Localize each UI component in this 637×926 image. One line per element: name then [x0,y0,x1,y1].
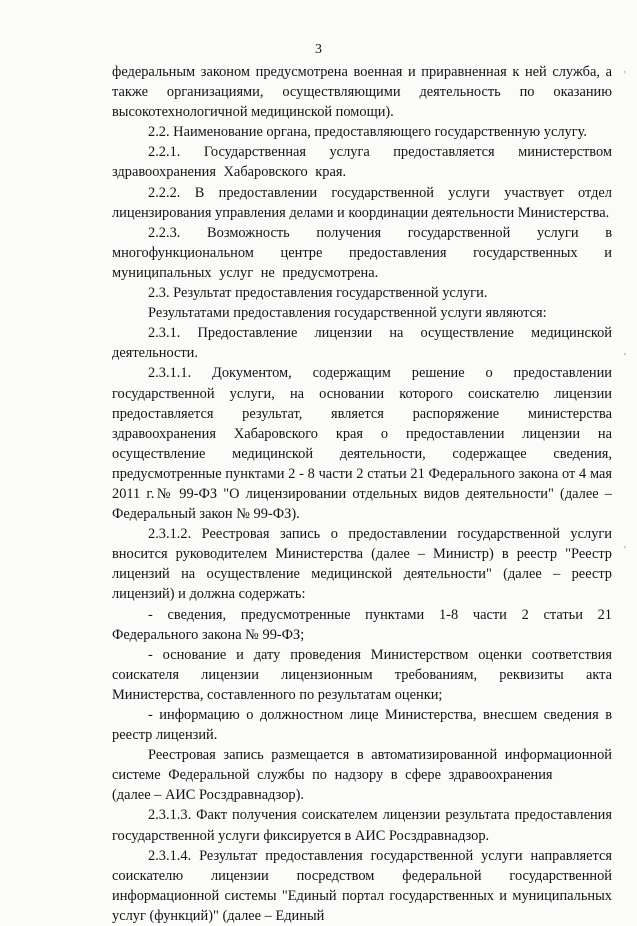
section-heading: 2.2. Наименование органа, предоставляющего государственную услугу. [148,124,587,141]
paragraph: (далее – АИС Росздравнадзор). [112,787,304,804]
paragraph: 2.2.2. В предоставлении государственной услуги участвует отдел лицензирования управления делами и координации деятельности Министерства. [112,184,612,221]
list-item: - информацию о должностном лице Министерства, внесшем сведения в реестр лицензий. [112,707,612,744]
scan-mark: ' [624,545,626,556]
paragraph: 2.2.3. Возможность получения государственной услуги в многофункциональном центре предоставления государственных и муниципальных услуг не предусмотрена. [112,224,612,281]
paragraph: 2.3.1.2. Реестровая запись о предоставлении государственной услуги вносится руководителем Министерства (далее – Министр) в реестр "Реестр лицензий на осуществление медицинской деятельности" (далее – реестр лицензий) и должна содержать: [112,526,612,603]
page-number: 3 [315,42,322,57]
paragraph: Реестровая запись размещается в автоматизированной информационной системе Федеральной службы по надзору в сфере здравоохранения [112,747,612,784]
paragraph: 2.3.1. Предоставление лицензии на осуществление медицинской деятельности. [112,325,612,362]
paragraph: 2.3.1.1. Документом, содержащим решение о предоставлении государственной услуги, на основании которого соискателю лицензии предоставляется результат, является распоряжение министерства здравоохранения Хабаровского края о предоставлении лицензии на осуществление медицинской деятельности, содержащее сведения, предусмотренные пунктами 2 - 8 части 2 статьи 21 Федерального закона от 4 мая 2011 г.№ 99-ФЗ "О лицензировании отдельных видов деятельности" (далее – Федеральный закон № 99-ФЗ). [112,365,612,523]
section-heading: 2.3. Результат предоставления государственной услуги. [148,285,488,302]
document-body [112,62,612,926]
paragraph: Результатами предоставления государственной услуги являются: [148,305,547,322]
scan-mark: ' [624,70,626,81]
scan-mark: ' [624,352,626,363]
list-item: - основание и дату проведения Министерством оценки соответствия соискателя лицензии лицензионным требованиям, реквизиты акта Министерства, составленного по результатам оценки; [112,646,612,703]
paragraph: 2.2.1. Государственная услуга предоставляется министерством здравоохранения Хабаровского края. [112,144,612,181]
list-item: - сведения, предусмотренные пунктами 1-8 части 2 статьи 21 Федерального закона № 99-ФЗ; [112,606,612,643]
paragraph: федеральным законом предусмотрена военная и приравненная к ней служба, а также организациями, осуществляющими деятельность по оказанию высокотехнологичной медицинской помощи). [112,64,612,121]
paragraph: 2.3.1.4. Результат предоставления государственной услуги направляется соискателю лицензии посредством федеральной государственной информационной системы "Единый портал государственных и муниципальных услуг (функций)" (далее – Единый [112,847,612,924]
paragraph: 2.3.1.3. Факт получения соискателем лицензии результата предоставления государственной услуги фиксируется в АИС Росздравнадзор. [112,807,612,844]
